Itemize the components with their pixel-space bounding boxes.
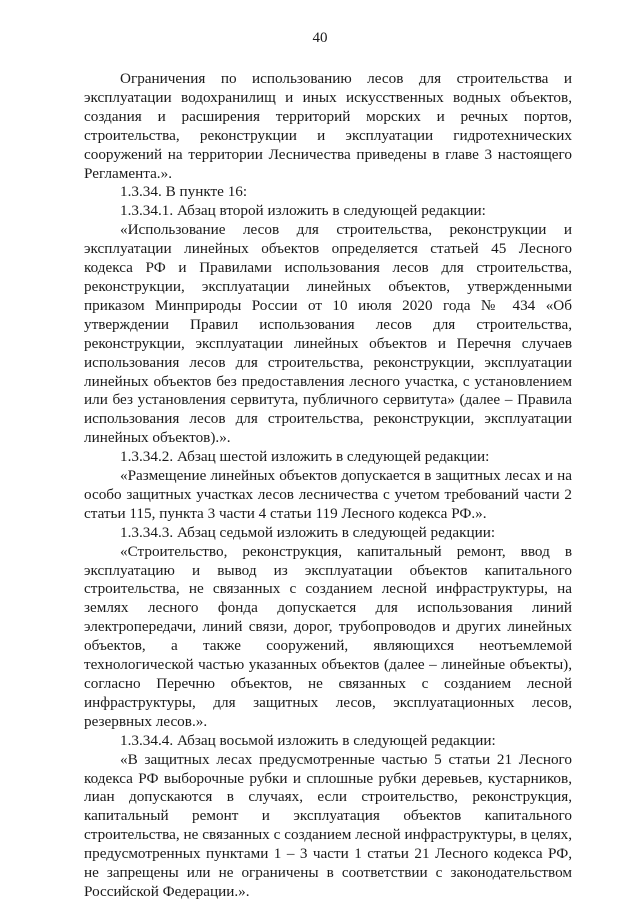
paragraph: Ограничения по использованию лесов для строительства и эксплуатации водохранилищ и иных искусственных водных объектов, создания и расширения территорий морских и речных портов, строительства, реконструкции и эксплуатации гидротехнических сооружений на территории Лесничества приведены в главе 3 настоящего Регламента.».	[84, 70, 572, 182]
page-number: 40	[312, 30, 328, 46]
paragraph: «В защитных лесах предусмотренные частью 5 статьи 21 Лесного кодекса РФ выборочные рубки и сплошные рубки деревьев, кустарников, лиан допускаются в случаях, если строительство, реконструкция, капитальный ремонт и эксплуатация объектов капитального строительства, не связанных с созданием лесной инфраструктуры, в целях, предусмотренных пунктами 1 – 3 части 1 статьи 21 Лесного кодекса РФ, не запрещены или не ограничены в соответствии с законодательством Российской Федерации.».	[84, 750, 572, 900]
paragraph: 1.3.34.2. Абзац шестой изложить в следующей редакции:	[120, 448, 490, 466]
paragraph: 1.3.34. В пункте 16:	[120, 183, 248, 201]
paragraph: 1.3.34.1. Абзац второй изложить в следующей редакции:	[120, 202, 486, 220]
paragraph: 1.3.34.4. Абзац восьмой изложить в следующей редакции:	[120, 731, 496, 749]
paragraph: 1.3.34.3. Абзац седьмой изложить в следующей редакции:	[120, 523, 496, 541]
document-body	[84, 70, 572, 902]
paragraph: «Использование лесов для строительства, реконструкции и эксплуатации линейных объектов определяется статьей 45 Лесного кодекса РФ и Правилами использования лесов для строительства, реконструкции, эксплуатации линейных объектов, утвержденными приказом Минприроды России от 10 июля 2020 года № 434 «Об утверждении Правил использования лесов для строительства, реконструкции, эксплуатации линейных объектов и Перечня случаев использования лесов для строительства, реконструкции, эксплуатации линейных объектов без предоставления лесного участка, с установлением или без установления сервитута, публичного сервитута» (далее – Правила использования лесов для строительства, реконструкции, эксплуатации линейных объектов).».	[84, 221, 572, 447]
paragraph: «Размещение линейных объектов допускается в защитных лесах и на особо защитных участках лесов лесничества с учетом требований части 2 статьи 115, пункта 3 части 4 статьи 119 Лесного кодекса РФ.».	[84, 467, 572, 522]
paragraph: «Строительство, реконструкция, капитальный ремонт, ввод в эксплуатацию и вывод из эксплуатации объектов капитального строительства, не связанных с созданием лесной инфраструктуры, на землях лесного фонда допускается для использования линий электропередачи, линий связи, дорог, трубопроводов и других линейных объектов, а также сооружений, являющихся неотъемлемой технологической частью указанных объектов (далее – линейные объекты), согласно Перечню объектов, не связанных с созданием лесной инфраструктуры, для защитных лесов, эксплуатационных лесов, резервных лесов.».	[84, 542, 572, 730]
